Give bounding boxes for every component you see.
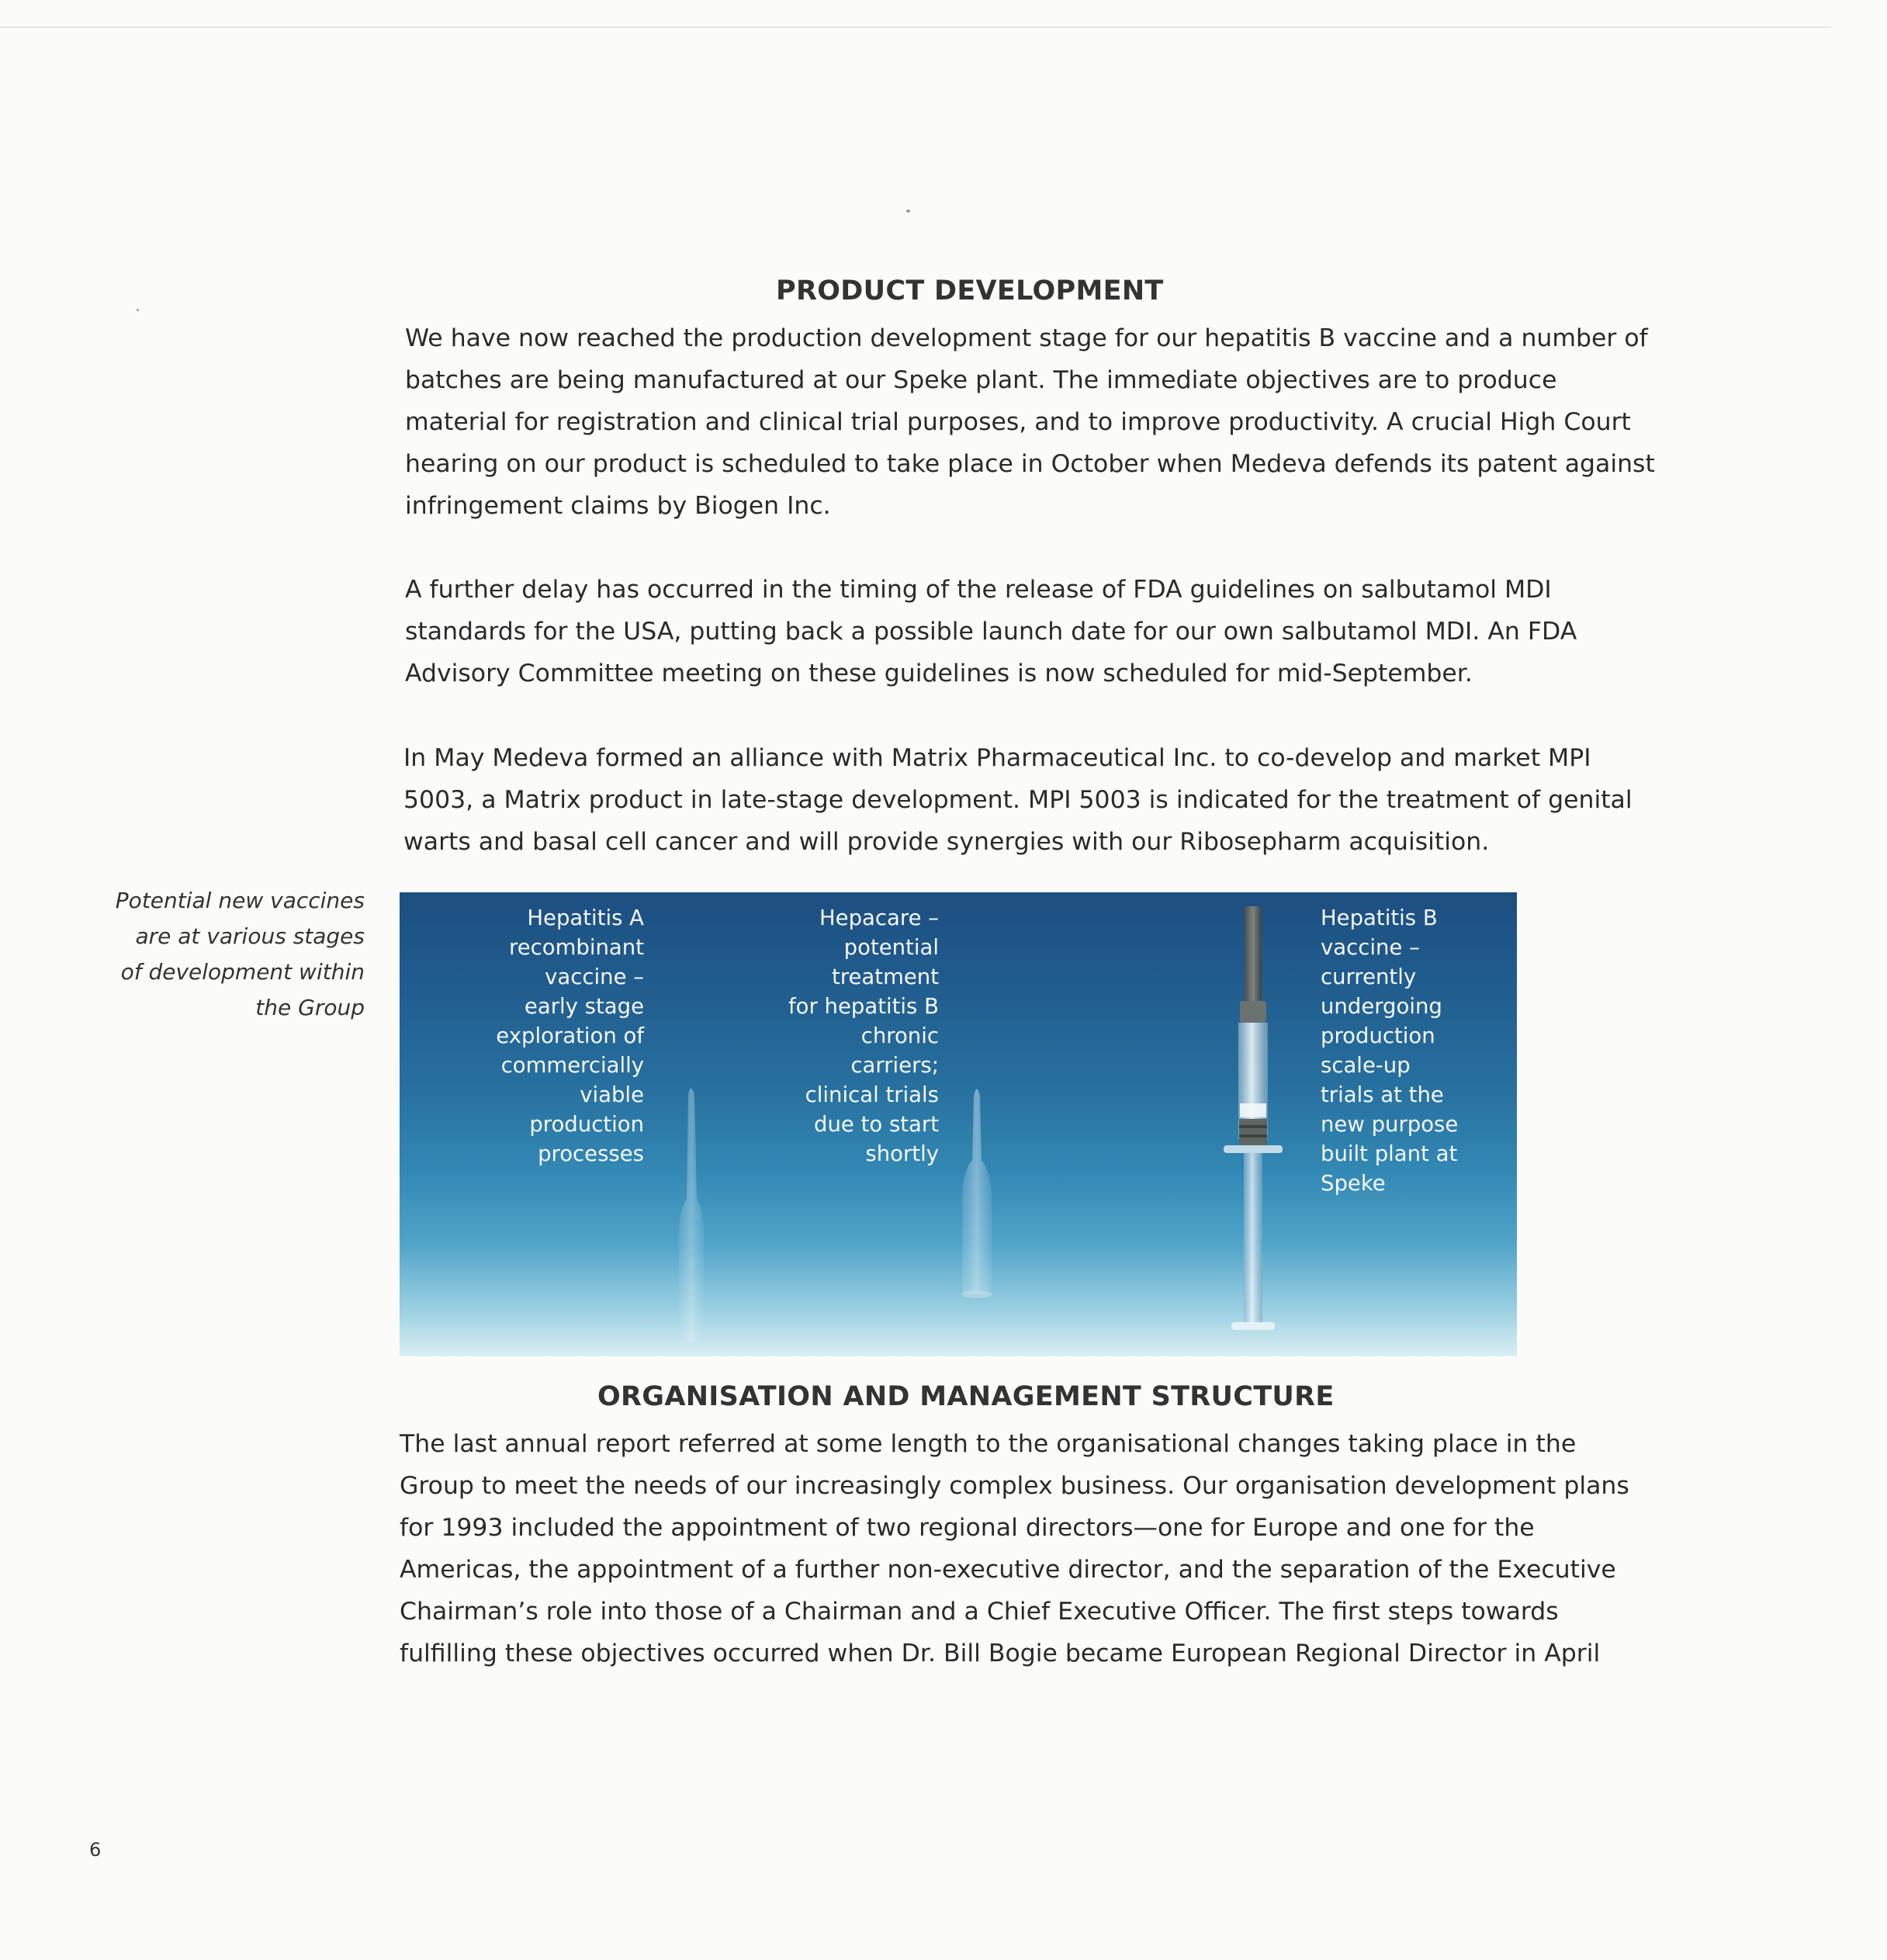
label-line: exploration of [496,1023,644,1048]
label-line: undergoing [1321,994,1442,1019]
label-line: currently [1321,964,1417,989]
label-line: viable [580,1082,644,1107]
text-line: The last annual report referred at some length to the organisational changes taking place in the [400,1430,1577,1458]
label-line: trials at the [1321,1082,1444,1107]
product-development-paragraph-1 [405,317,1655,527]
hepatitis-b-label [1321,903,1507,1198]
label-line: processes [538,1141,644,1166]
caption-line: the Group [255,995,365,1020]
hepacare-label [698,903,939,1169]
label-line: Hepatitis B [1321,906,1438,930]
label-line: due to start [814,1112,939,1137]
text-line: batches are being manufactured at our Speke plant. The immediate objectives are to produce [405,366,1557,394]
text-line: warts and basal cell cancer and will provide synergies with our Ribosepharm acquisition. [403,828,1490,856]
product-development-heading: PRODUCT DEVELOPMENT [776,275,1164,306]
label-line: vaccine – [1321,935,1420,960]
text-line: infringement claims by Biogen Inc. [405,492,831,520]
sidebar-caption [109,883,365,1026]
label-line: Speke [1321,1171,1386,1196]
hepatitis-b-syringe [1224,906,1283,1330]
label-line: for hepatitis B [788,994,939,1019]
label-line: new purpose [1321,1112,1459,1137]
text-line: material for registration and clinical trial purposes, and to improve productivity. A crucial High Court [405,408,1631,436]
hepacare-ampoule [961,1089,992,1299]
text-line: Americas, the appointment of a further non-executive director, and the separation of the Executive [400,1556,1616,1584]
label-line: treatment [832,964,939,989]
text-line: fulfilling these objectives occurred when Dr. Bill Bogie became European Regional Director in April [400,1640,1601,1667]
label-line: vaccine – [545,964,644,989]
text-line: standards for the USA, putting back a possible launch date for our own salbutamol MDI. An FDA [405,618,1577,646]
text-line: Chairman’s role into those of a Chairman and a Chief Executive Officer. The first steps towards [400,1598,1559,1626]
label-line: Hepacare – [819,906,939,930]
product-development-paragraph-3 [403,737,1633,863]
label-line: Hepatitis A [527,906,644,930]
text-line: Advisory Committee meeting on these guidelines is now scheduled for mid-September. [405,660,1473,687]
label-line: recombinant [509,935,644,960]
text-line: 5003, a Matrix product in late-stage development. MPI 5003 is indicated for the treatment of genital [403,786,1633,814]
label-line: potential [843,935,939,960]
text-line: hearing on our product is scheduled to take place in October when Medeva defends its patent against [405,450,1655,478]
organisation-paragraph [400,1423,1629,1674]
label-line: production [529,1112,644,1137]
label-line: early stage [524,994,644,1019]
scan-speck [906,210,910,213]
caption-line: Potential new vaccines [115,888,365,913]
text-line: for 1993 included the appointment of two regional directors—one for Europe and one for the [400,1514,1535,1542]
page-number: 6 [89,1839,102,1861]
label-line: scale-up [1321,1053,1411,1078]
text-line: We have now reached the production development stage for our hepatitis B vaccine and a number of [405,324,1648,352]
caption-line: of development within [120,959,365,985]
text-line: Group to meet the needs of our increasingly complex business. Our organisation development plans [400,1472,1629,1500]
product-development-paragraph-2 [405,569,1577,694]
caption-line: are at various stages [135,923,365,949]
vaccine-vials-photo [400,892,1517,1356]
scan-edge-rule [0,26,1831,28]
label-line: built plant at [1321,1141,1458,1166]
label-line: carriers; [850,1053,939,1078]
label-line: commercially [500,1053,644,1078]
text-line: A further delay has occurred in the timing of the release of FDA guidelines on salbutamol MDI [405,576,1552,604]
label-line: shortly [865,1141,939,1166]
organisation-heading: ORGANISATION AND MANAGEMENT STRUCTURE [597,1381,1335,1412]
text-line: In May Medeva formed an alliance with Matrix Pharmaceutical Inc. to co-develop and market MPI [403,744,1591,772]
label-line: chronic [860,1023,939,1048]
label-line: clinical trials [805,1082,939,1107]
hepatitis-a-label [400,903,644,1169]
scan-speck [137,309,139,311]
label-line: production [1321,1023,1435,1048]
